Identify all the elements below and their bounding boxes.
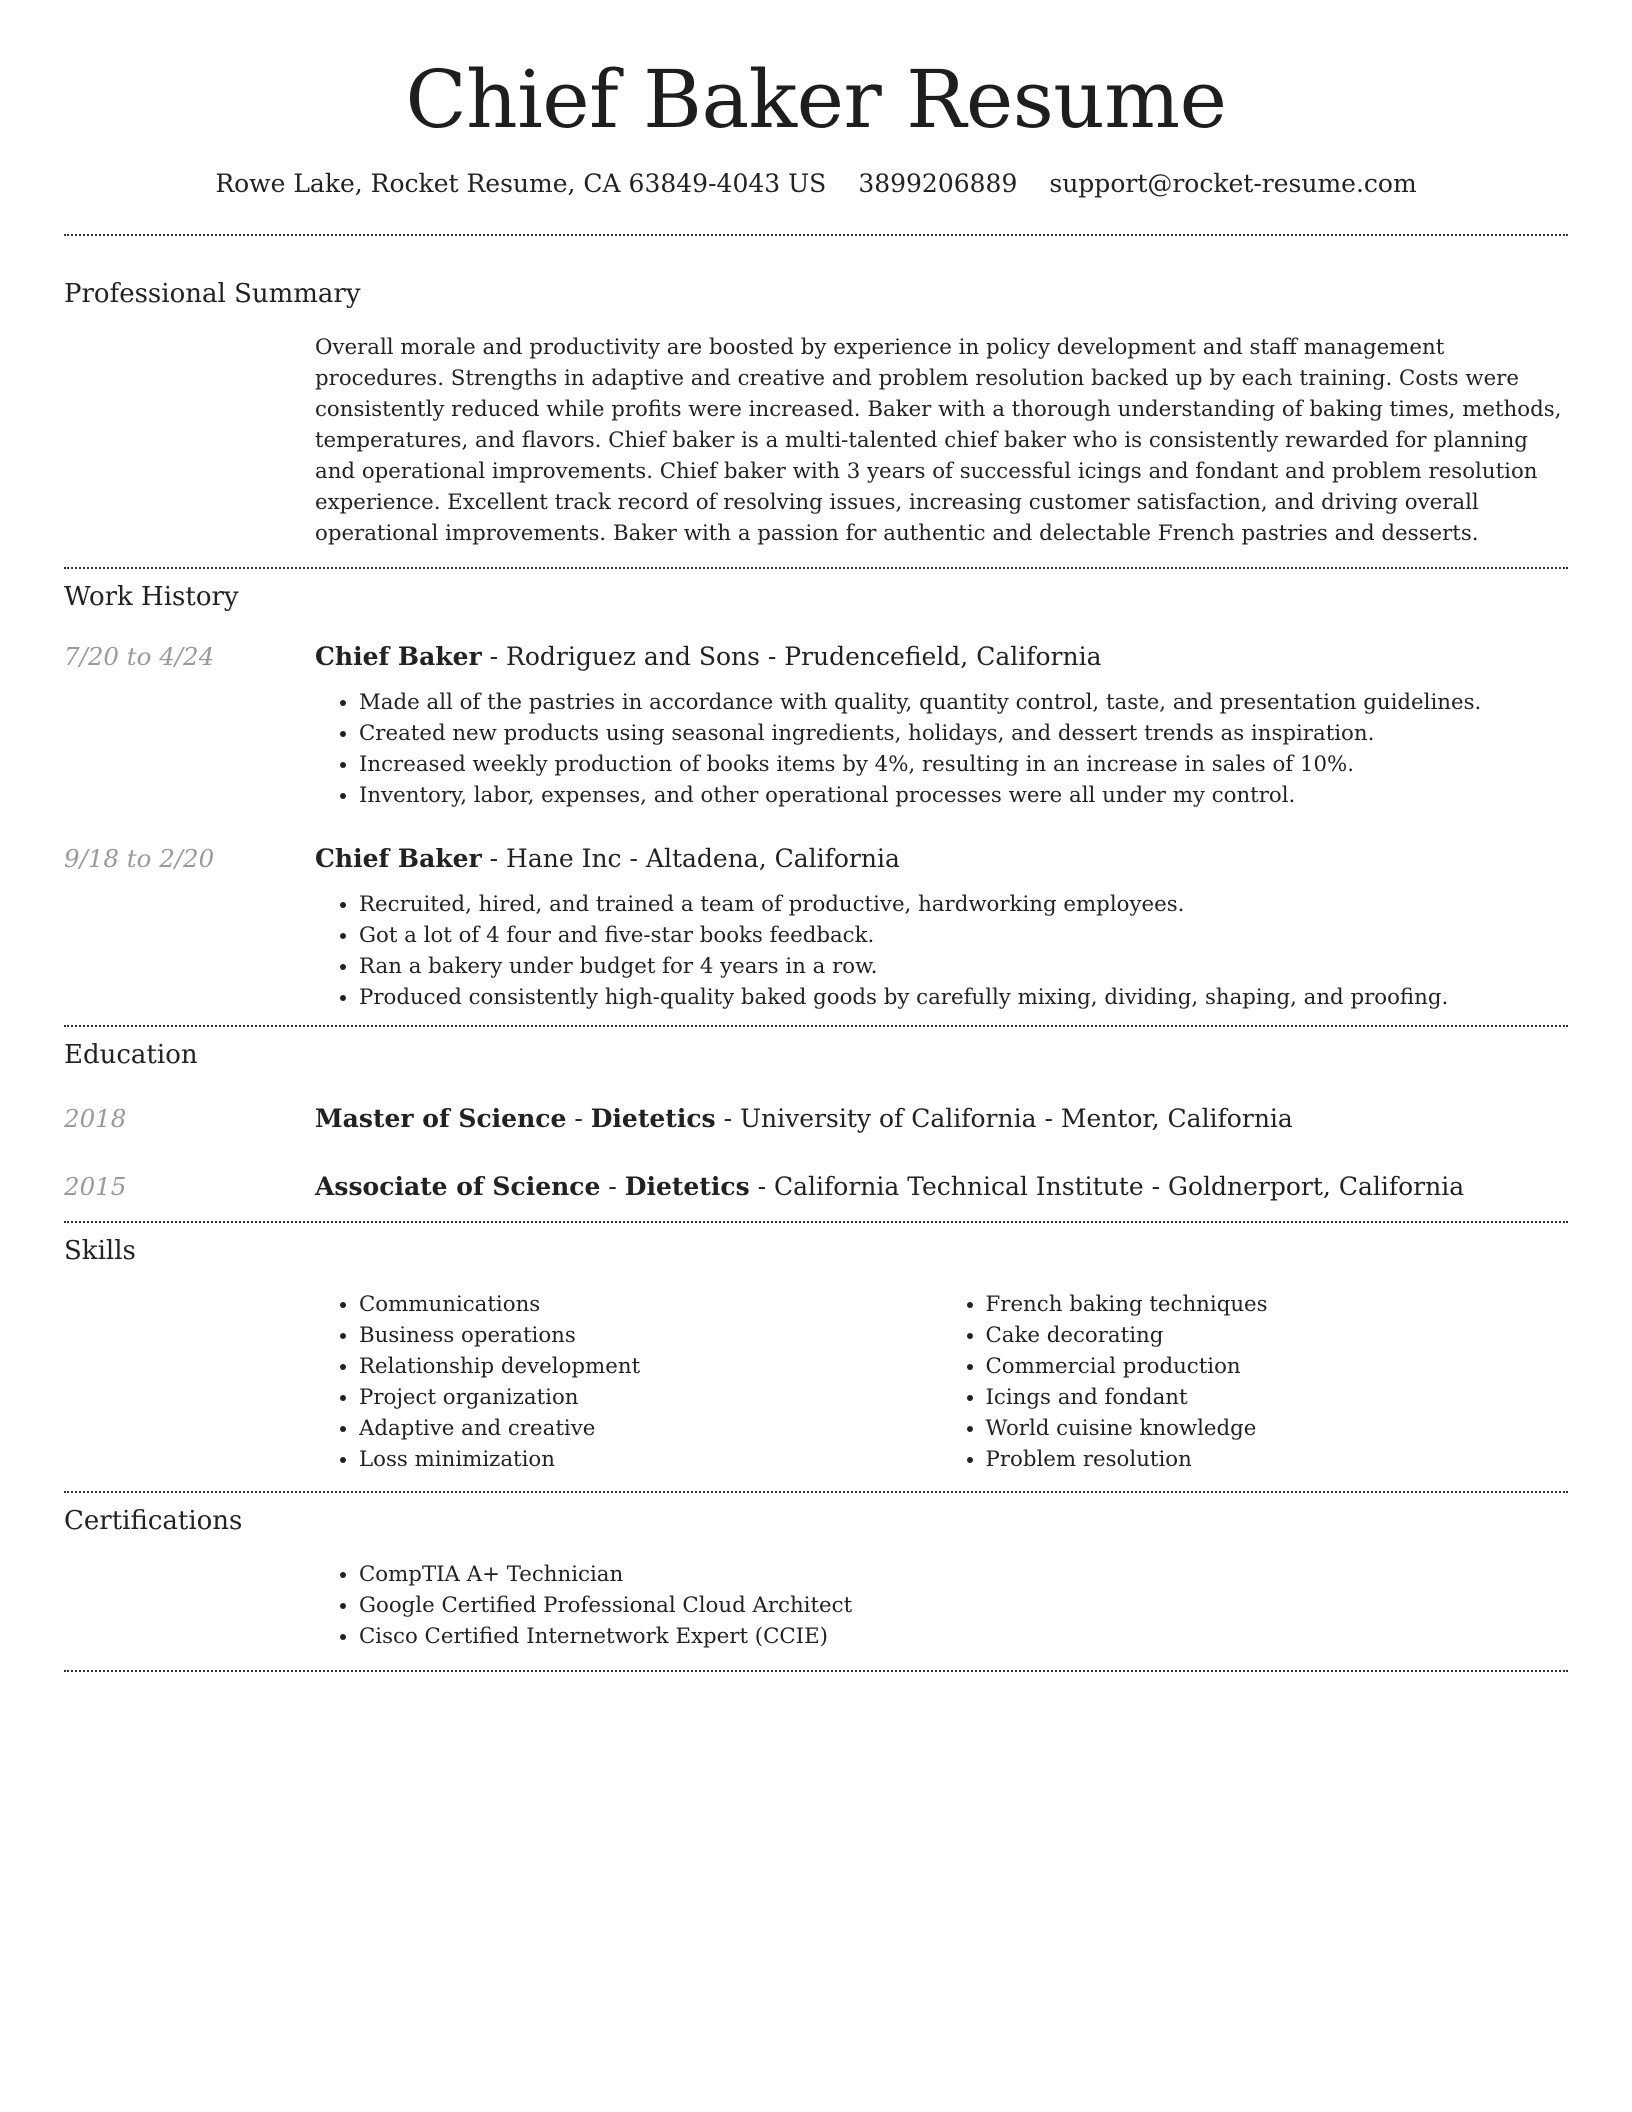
separator: - — [621, 844, 646, 873]
list-item: • Made all of the pastries in accordance with quality, quantity control, taste, and presentation guidelines. — [359, 687, 1568, 718]
list-item: • Business operations — [359, 1320, 942, 1351]
job-role: Chief Baker — [315, 642, 482, 671]
summary-text: Overall morale and productivity are boosted by experience in policy development and staff management procedures. Strengths in adaptive and creative and problem resolution backed up by each training. Costs were consistently reduced while profits were increased. Baker with a thorough understanding of baking times, methods, temperatures, and flavors. Chief baker is a multi-talented chief baker who is consistently rewarded for planning and operational improvements. Chief baker with 3 years of successful icings and fondant and problem resolution experience. Excellent track record of resolving issues, increasing customer satisfaction, and driving overall operational improvements. Baker with a passion for authentic and delectable French pastries and desserts. — [315, 335, 1562, 546]
education-field: Dietetics — [590, 1104, 716, 1133]
skills-section — [64, 1233, 1568, 1491]
page-title: Chief Baker Resume — [405, 53, 1227, 146]
separator: - — [481, 844, 507, 873]
job-dates: 7/20 to 4/24 — [64, 642, 215, 671]
job-bullets — [315, 687, 1568, 811]
separator: - — [715, 1104, 740, 1133]
separator: - — [566, 1104, 591, 1133]
divider — [64, 234, 1568, 236]
job-location: Prudencefield, California — [784, 642, 1102, 671]
separator: - — [481, 642, 507, 671]
education-year: 2015 — [64, 1172, 127, 1201]
job-role: Chief Baker — [315, 844, 482, 873]
education-year: 2018 — [64, 1104, 127, 1133]
list-item: • Inventory, labor, expenses, and other operational processes were all under my control. — [359, 780, 1568, 811]
list-item: • Relationship development — [359, 1351, 942, 1382]
education-entry — [64, 1101, 1568, 1137]
job-location: Altadena, California — [645, 844, 900, 873]
separator: - — [1036, 1104, 1061, 1133]
work-section — [64, 579, 1568, 1025]
education-title — [315, 1101, 1568, 1137]
list-item: • French baking techniques — [986, 1289, 1569, 1320]
education-school: California Technical Institute — [774, 1172, 1144, 1201]
list-item: • Commercial production — [986, 1351, 1569, 1382]
certifications-bullets — [315, 1559, 1568, 1652]
contact-address: Rowe Lake, Rocket Resume, CA 63849-4043 US — [215, 169, 827, 198]
separator: - — [749, 1172, 774, 1201]
job-company: Hane Inc — [506, 844, 622, 873]
list-item: • Cisco Certified Internetwork Expert (CCIE) — [359, 1621, 1568, 1652]
list-item: • Loss minimization — [359, 1444, 942, 1475]
separator: - — [600, 1172, 625, 1201]
list-item: • Icings and fondant — [986, 1382, 1569, 1413]
divider — [64, 567, 1568, 569]
contact-line — [64, 166, 1568, 202]
list-item: • Got a lot of 4 four and five-star books feedback. — [359, 920, 1568, 951]
job-body — [315, 841, 1568, 1013]
separator: - — [1143, 1172, 1168, 1201]
skills-list-left — [315, 1289, 942, 1475]
job-company: Rodriguez and Sons — [506, 642, 760, 671]
education-title — [315, 1169, 1568, 1205]
job-body — [315, 639, 1568, 811]
education-field: Dietetics — [624, 1172, 750, 1201]
education-location: Mentor, California — [1060, 1104, 1293, 1133]
certifications-list — [315, 1559, 1568, 1652]
certifications-section — [64, 1503, 1568, 1670]
skills-heading: Skills — [64, 1236, 136, 1266]
education-location: Goldnerport, California — [1168, 1172, 1465, 1201]
list-item: • Produced consistently high-quality baked goods by carefully mixing, dividing, shaping, and proofing. — [359, 982, 1568, 1013]
job-title — [315, 841, 1568, 877]
job-dates: 9/18 to 2/20 — [64, 844, 215, 873]
education-degree: Associate of Science — [315, 1172, 601, 1201]
job-entry — [64, 841, 1568, 1013]
list-item: • Communications — [359, 1289, 942, 1320]
contact-phone: 3899206889 — [858, 169, 1018, 198]
list-item: • Increased weekly production of books items by 4%, resulting in an increase in sales of 10%. — [359, 749, 1568, 780]
list-item: • Adaptive and creative — [359, 1413, 942, 1444]
divider — [64, 1491, 1568, 1493]
education-degree: Master of Science — [315, 1104, 567, 1133]
list-item: • CompTIA A+ Technician — [359, 1559, 1568, 1590]
list-item: • Recruited, hired, and trained a team of productive, hardworking employees. — [359, 889, 1568, 920]
summary-heading: Professional Summary — [64, 279, 361, 309]
list-item: • Google Certified Professional Cloud Architect — [359, 1590, 1568, 1621]
education-body — [315, 1169, 1568, 1205]
job-title — [315, 639, 1568, 675]
list-item: • Problem resolution — [986, 1444, 1569, 1475]
education-school: University of California — [739, 1104, 1037, 1133]
list-item: • Created new products using seasonal ingredients, holidays, and dessert trends as inspiration. — [359, 718, 1568, 749]
separator: - — [759, 642, 785, 671]
education-section — [64, 1037, 1568, 1221]
divider — [64, 1670, 1568, 1672]
contact-email: support@rocket-resume.com — [1049, 169, 1417, 198]
job-entry — [64, 639, 1568, 811]
education-body — [315, 1101, 1568, 1137]
work-heading: Work History — [64, 582, 239, 612]
list-item: • Cake decorating — [986, 1320, 1569, 1351]
job-bullets — [315, 889, 1568, 1013]
list-item: • Ran a bakery under budget for 4 years in a row. — [359, 951, 1568, 982]
divider — [64, 1221, 1568, 1223]
summary-section — [64, 276, 1568, 567]
education-heading: Education — [64, 1040, 198, 1070]
skills-grid — [315, 1289, 1568, 1475]
divider — [64, 1025, 1568, 1027]
certifications-heading: Certifications — [64, 1506, 243, 1536]
skills-list-right — [942, 1289, 1569, 1475]
list-item: • World cuisine knowledge — [986, 1413, 1569, 1444]
list-item: • Project organization — [359, 1382, 942, 1413]
education-entry — [64, 1169, 1568, 1205]
